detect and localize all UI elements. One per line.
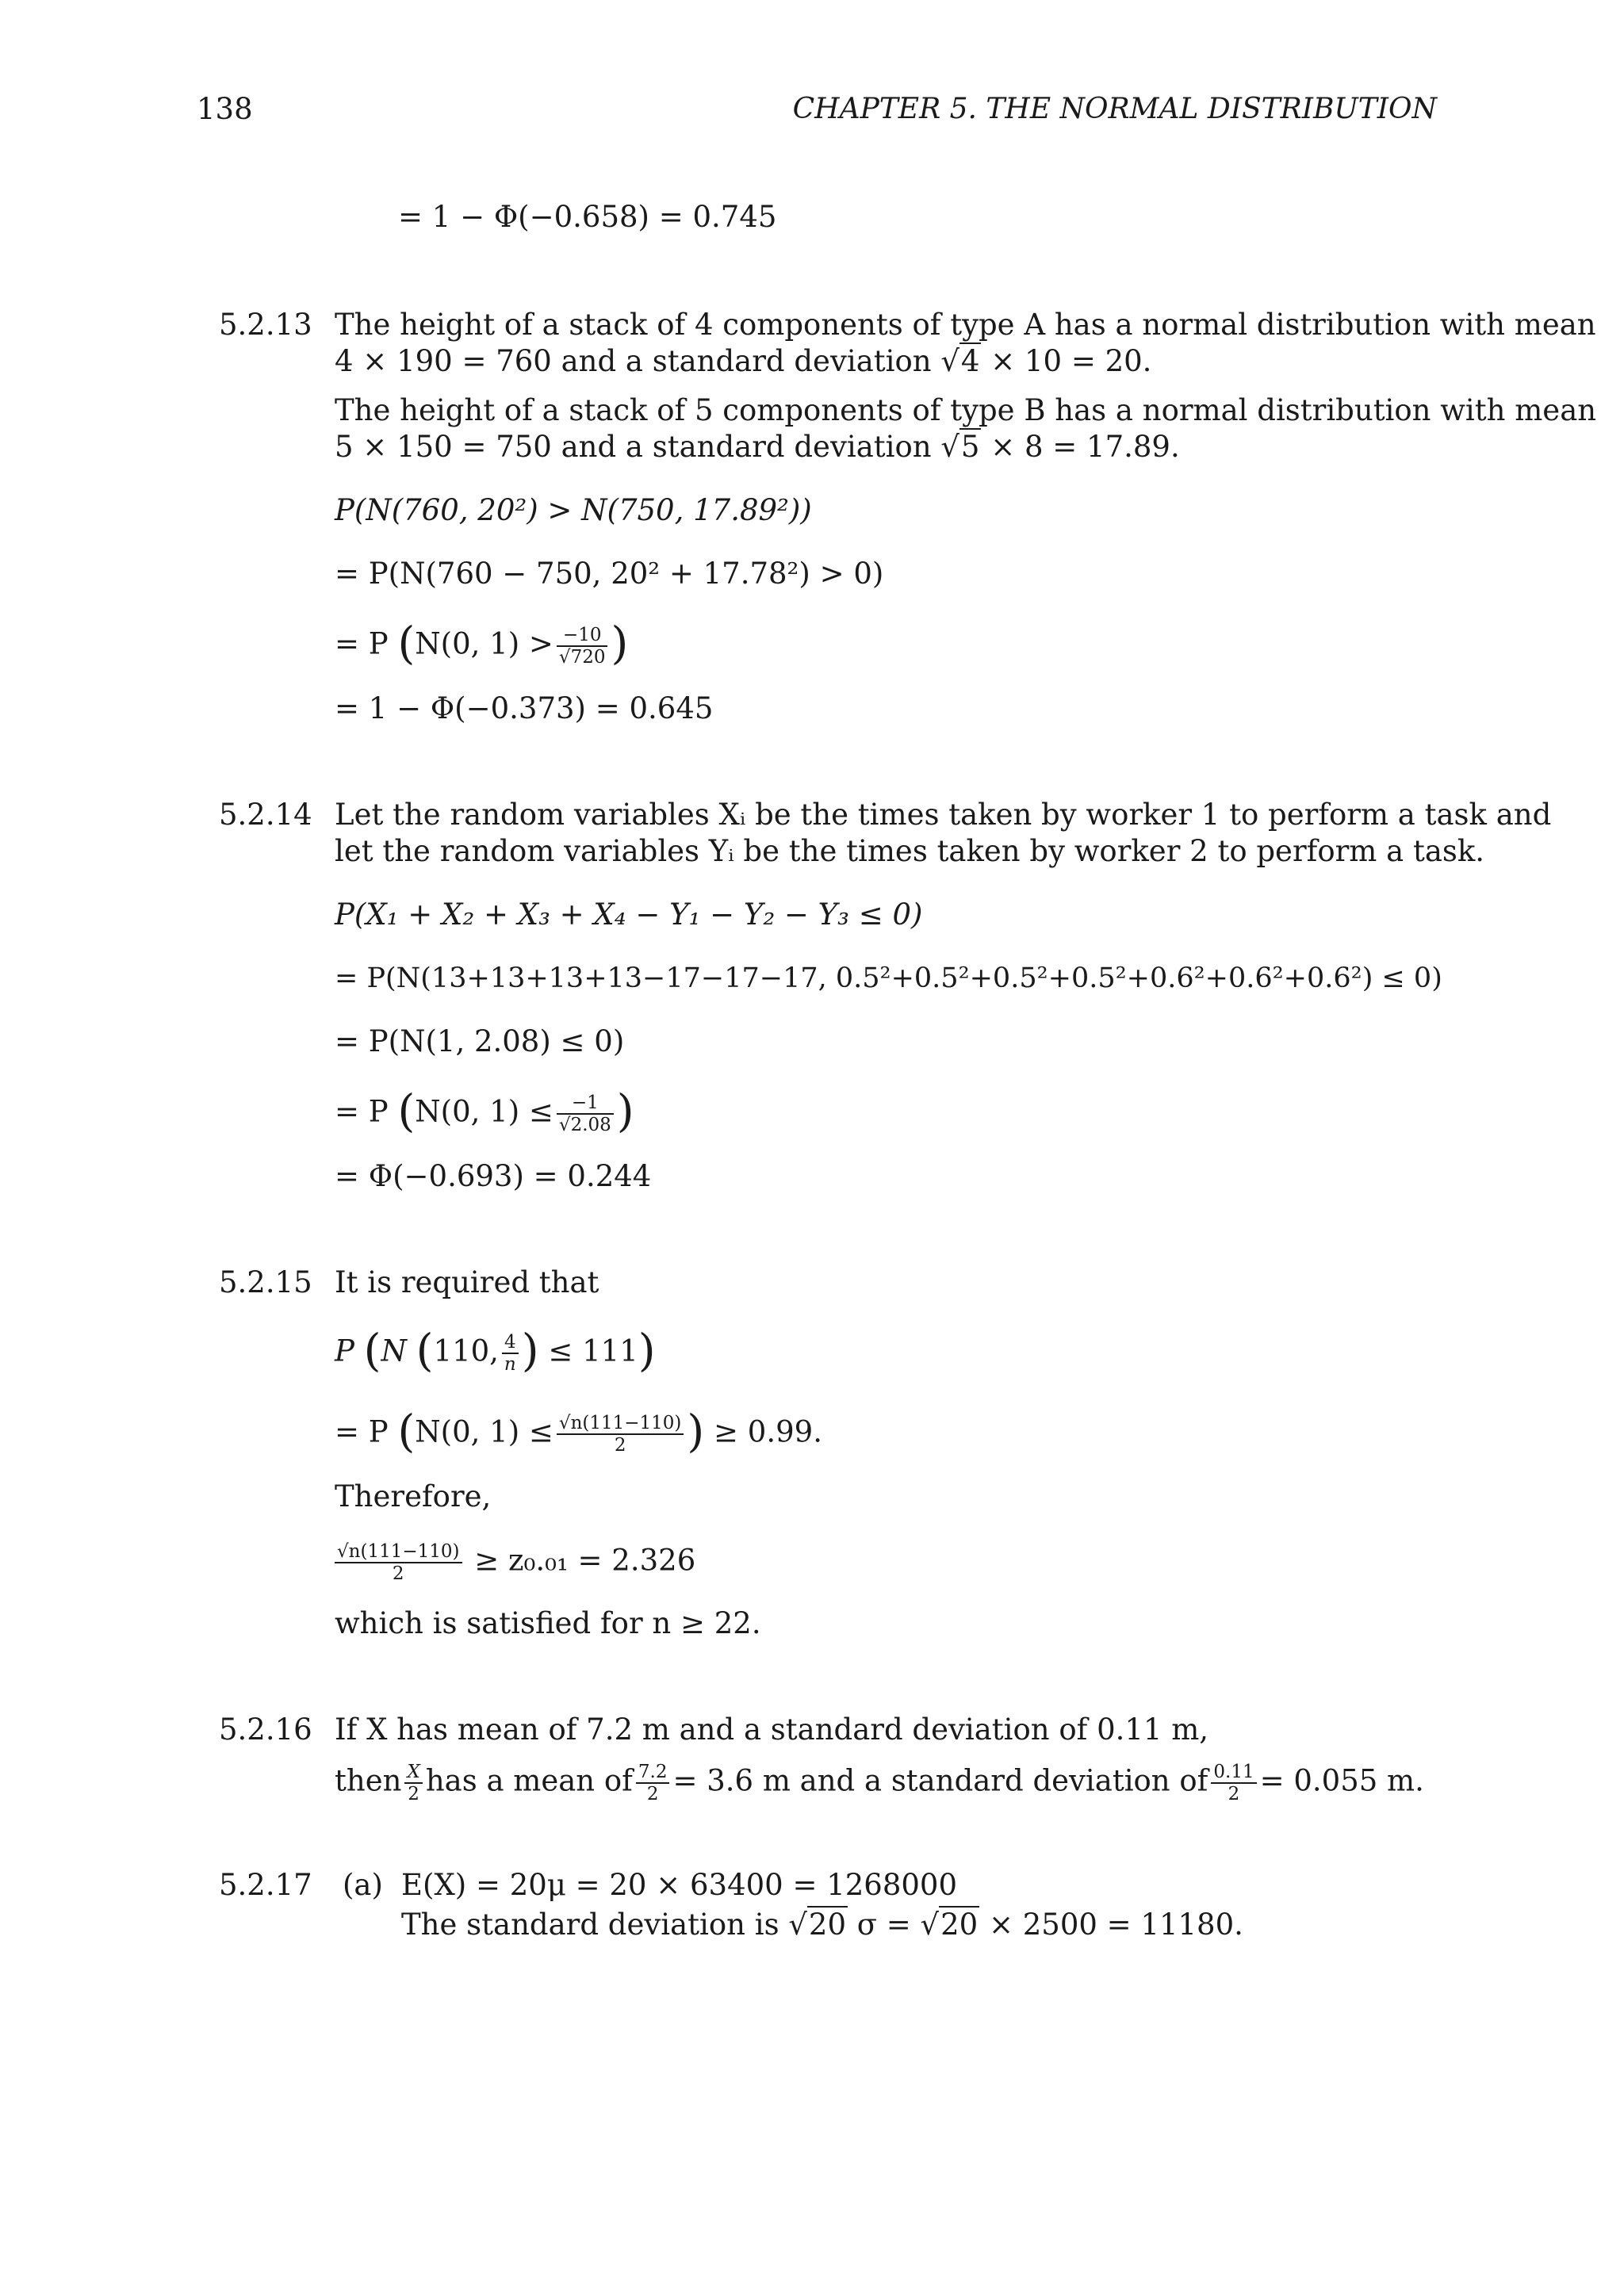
text-line: Therefore, xyxy=(335,1479,492,1513)
part-label: (a) xyxy=(343,1868,383,1902)
equation: $\frac{√n(111-110)}{2}$ ≥ z₀.₀₁ = 2.326 xyxy=(335,1541,695,1584)
text-line: let the random variables Yᵢ be the times taken by worker 2 to perform a task. xyxy=(335,834,1485,868)
problem-number: 5.2.15 xyxy=(219,1265,312,1299)
equation: P (N (110, $\frac{4}{n}$ ) ≤ 111) xyxy=(335,1325,656,1377)
equation: P(N(760, 20²) > N(750, 17.89²)) xyxy=(335,493,812,527)
equation: = P (N(0, 1) ≤ $\frac{-1}{√2.08}$ ) xyxy=(335,1085,634,1138)
carry-over-equation: = 1 − Φ(−0.658) = 0.745 xyxy=(398,200,777,234)
equation: = P(N(13+13+13+13−17−17−17, 0.5²+0.5²+0.5²+0.5²+0.6²+0.6²+0.6²) ≤ 0) xyxy=(335,962,1442,994)
problem-number: 5.2.16 xyxy=(219,1712,312,1747)
text-line: The standard deviation is √20 σ = √20 × 2500 = 11180. xyxy=(401,1908,1243,1942)
text-line: It is required that xyxy=(335,1265,599,1299)
equation: = P(N(1, 2.08) ≤ 0) xyxy=(335,1024,625,1058)
equation: = P(N(760 − 750, 20² + 17.78²) > 0) xyxy=(335,557,884,591)
text-line: The height of a stack of 4 components of type A has a normal distribution with mean xyxy=(335,308,1596,342)
text-line: then $\frac{X}{2}$ has a mean of $\frac{7.2}{2}$ = 3.6 m and a standard deviation of $\frac{0.11}{2}$ = 0.055 m. xyxy=(335,1762,1424,1804)
equation: = 1 − Φ(−0.373) = 0.645 xyxy=(335,691,714,725)
equation: = P (N(0, 1) ≤ $\frac{√n(111-110)}{2}$ ) ≥ 0.99. xyxy=(335,1406,822,1458)
equation: = Φ(−0.693) = 0.244 xyxy=(335,1159,652,1193)
problem-number: 5.2.17 xyxy=(219,1868,312,1902)
equation: = P (N(0, 1) > $\frac{-10}{√720}$ ) xyxy=(335,618,629,670)
equation: E(X) = 20μ = 20 × 63400 = 1268000 xyxy=(401,1868,958,1902)
text-line: The height of a stack of 5 components of type B has a normal distribution with mean xyxy=(335,393,1597,427)
text-line: 5 × 150 = 750 and a standard deviation √5 × 8 = 17.89. xyxy=(335,430,1180,464)
text-line: Let the random variables Xᵢ be the times taken by worker 1 to perform a task and xyxy=(335,798,1552,832)
text-line: If X has mean of 7.2 m and a standard deviation of 0.11 m, xyxy=(335,1712,1209,1747)
page-number: 138 xyxy=(197,92,253,126)
equation: P(X₁ + X₂ + X₃ + X₄ − Y₁ − Y₂ − Y₃ ≤ 0) xyxy=(335,897,923,932)
problem-number: 5.2.13 xyxy=(219,308,312,342)
problem-number: 5.2.14 xyxy=(219,798,312,832)
text-line: which is satisfied for n ≥ 22. xyxy=(335,1606,761,1640)
text-line: 4 × 190 = 760 and a standard deviation √4 × 10 = 20. xyxy=(335,344,1152,378)
running-title: CHAPTER 5. THE NORMAL DISTRIBUTION xyxy=(792,93,1437,125)
